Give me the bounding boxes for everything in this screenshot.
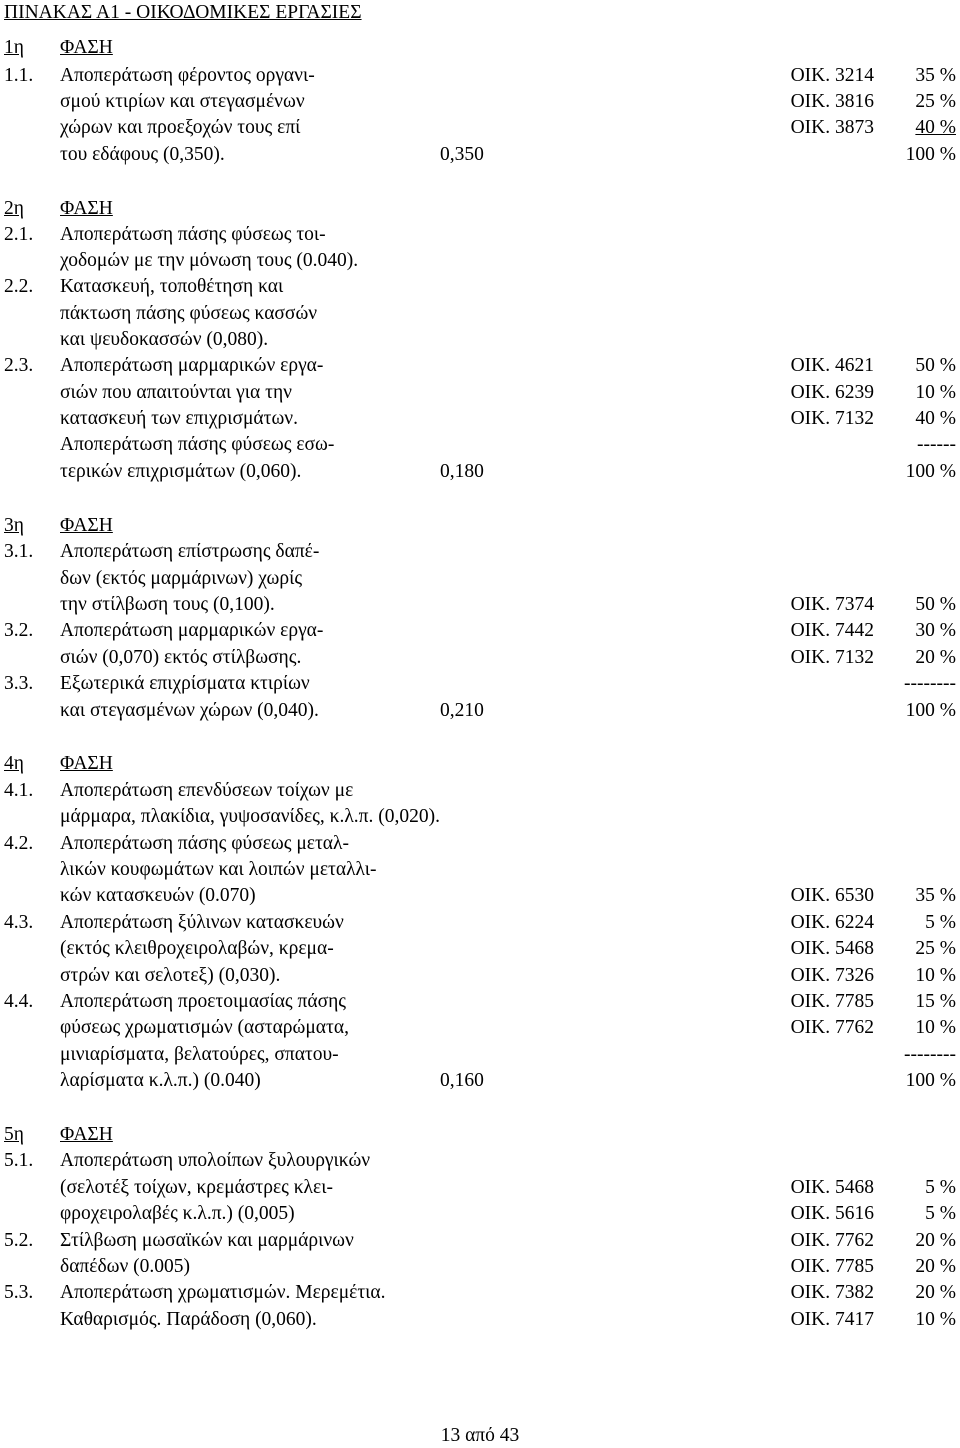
percentage: 10 %: [915, 1017, 956, 1038]
table-row: [0, 89, 960, 115]
item-number: 5η: [4, 1124, 24, 1145]
item-description: σμού κτιρίων και στεγασμένων: [60, 91, 305, 112]
table-row: [0, 645, 960, 671]
phase-total: 0,350: [440, 144, 484, 165]
item-description: στρών και σελοτεξ) (0,030).: [60, 965, 281, 986]
table-row: [0, 1042, 960, 1068]
item-number: 4.4.: [4, 991, 34, 1012]
item-number: 4.3.: [4, 912, 34, 933]
percentage: 10 %: [915, 382, 956, 403]
item-description: Αποπεράτωση πάσης φύσεως εσω-: [60, 434, 335, 455]
table-row: [0, 459, 960, 485]
item-description: την στίλβωση τους (0,100).: [60, 594, 275, 615]
table-row: [0, 327, 960, 353]
item-description: μάρμαρα, πλακίδια, γυψοσανίδες, κ.λ.π. (0,020).: [60, 806, 440, 827]
item-description: χοδομών με την μόνωση τους (0.040).: [60, 250, 359, 271]
oik-code: ΟΙΚ. 7442: [790, 620, 874, 641]
table-row: [0, 1015, 960, 1041]
phase-heading: [0, 35, 960, 61]
percentage: 10 %: [915, 1309, 956, 1330]
item-description: φύσεως χρωματισμών (ασταρώματα,: [60, 1017, 349, 1038]
percentage: 25 %: [915, 91, 956, 112]
item-description: μινιαρίσματα, βελατούρες, σπατου-: [60, 1044, 339, 1065]
item-description: Αποπεράτωση πάσης φύσεως τοι-: [60, 224, 326, 245]
item-description: Αποπεράτωση υπολοίπων ξυλουργικών: [60, 1150, 371, 1171]
item-number: 5.1.: [4, 1150, 34, 1171]
item-description: τερικών επιχρισμάτων (0,060).: [60, 461, 302, 482]
oik-code: ΟΙΚ. 5468: [790, 938, 874, 959]
page-title: ΠΙΝΑΚΑΣ Α1 - ΟΙΚΟΔΟΜΙΚΕΣ ΕΡΓΑΣΙΕΣ: [4, 2, 362, 23]
table-row: [0, 353, 960, 379]
oik-code: ΟΙΚ. 5468: [790, 1177, 874, 1198]
oik-code: ΟΙΚ. 7132: [790, 408, 874, 429]
phase-heading: [0, 1122, 960, 1148]
oik-code: ΟΙΚ. 6224: [790, 912, 874, 933]
oik-code: ΟΙΚ. 4621: [790, 355, 874, 376]
item-number: 3.3.: [4, 673, 34, 694]
oik-code: ΟΙΚ. 7382: [790, 1282, 874, 1303]
oik-code: ΟΙΚ. 7785: [790, 991, 874, 1012]
oik-code: ΟΙΚ. 3214: [790, 65, 874, 86]
item-description: και στεγασμένων χώρων (0,040).: [60, 700, 319, 721]
table-row: [0, 1280, 960, 1306]
item-description: (εκτός κλειθροχειρολαβών, κρεμα-: [60, 938, 334, 959]
item-description: Αποπεράτωση φέροντος οργανι-: [60, 65, 315, 86]
phase-total: 0,210: [440, 700, 484, 721]
percentage: 100 %: [905, 144, 956, 165]
percentage: 5 %: [925, 1203, 956, 1224]
table-row: [0, 248, 960, 274]
percentage: ------: [917, 434, 956, 455]
percentage: 20 %: [915, 1282, 956, 1303]
percentage: 100 %: [905, 461, 956, 482]
item-number: 4.1.: [4, 780, 34, 801]
table-row: [0, 566, 960, 592]
phase-heading: [0, 196, 960, 222]
percentage: 20 %: [915, 647, 956, 668]
percentage: 50 %: [915, 355, 956, 376]
item-number: 5.2.: [4, 1230, 34, 1251]
percentage: 15 %: [915, 991, 956, 1012]
oik-code: ΟΙΚ. 3873: [790, 117, 874, 138]
item-number: 4.2.: [4, 833, 34, 854]
item-description: σιών που απαιτούνται για την: [60, 382, 292, 403]
item-description: Αποπεράτωση επενδύσεων τοίχων με: [60, 780, 354, 801]
table-row: [0, 671, 960, 697]
percentage: 35 %: [915, 885, 956, 906]
table-row: [0, 857, 960, 883]
table-row: [0, 698, 960, 724]
item-number: 4η: [4, 753, 24, 774]
oik-code: ΟΙΚ. 6239: [790, 382, 874, 403]
percentage: 40 %: [915, 117, 956, 138]
table-row: [0, 539, 960, 565]
table-row: [0, 142, 960, 168]
phase-label: ΦΑΣΗ: [60, 1124, 113, 1145]
percentage: 5 %: [925, 912, 956, 933]
table-row: [0, 1068, 960, 1094]
phase-label: ΦΑΣΗ: [60, 753, 113, 774]
item-description: Αποπεράτωση προετοιμασίας πάσης: [60, 991, 346, 1012]
percentage: 30 %: [915, 620, 956, 641]
item-description: χώρων και προεξοχών τους επί: [60, 117, 301, 138]
item-description: Κατασκευή, τοποθέτηση και: [60, 276, 284, 297]
percentage: --------: [904, 673, 956, 694]
item-number: 2η: [4, 198, 24, 219]
phase-total: 0,180: [440, 461, 484, 482]
table-row: [0, 618, 960, 644]
table-row: [0, 831, 960, 857]
table-row: [0, 778, 960, 804]
item-description: Αποπεράτωση πάσης φύσεως μεταλ-: [60, 833, 349, 854]
oik-code: ΟΙΚ. 3816: [790, 91, 874, 112]
percentage: 10 %: [915, 965, 956, 986]
percentage: 40 %: [915, 408, 956, 429]
percentage: 25 %: [915, 938, 956, 959]
item-description: και ψευδοκασσών (0,080).: [60, 329, 269, 350]
table-row: [0, 1201, 960, 1227]
oik-code: ΟΙΚ. 5616: [790, 1203, 874, 1224]
phase-label: ΦΑΣΗ: [60, 37, 113, 58]
item-description: φροχειρολαβές κ.λ.π.) (0,005): [60, 1203, 295, 1224]
percentage: 35 %: [915, 65, 956, 86]
item-description: λαρίσματα κ.λ.π.) (0.040): [60, 1070, 261, 1091]
item-description: Αποπεράτωση επίστρωσης δαπέ-: [60, 541, 320, 562]
table-row: [0, 804, 960, 830]
item-number: 3η: [4, 515, 24, 536]
item-number: 1η: [4, 37, 24, 58]
phase-label: ΦΑΣΗ: [60, 515, 113, 536]
percentage: 100 %: [905, 1070, 956, 1091]
item-description: δων (εκτός μαρμάρινων) χωρίς: [60, 568, 303, 589]
oik-code: ΟΙΚ. 7326: [790, 965, 874, 986]
item-number: 2.3.: [4, 355, 34, 376]
table-row: [0, 1228, 960, 1254]
item-description: Αποπεράτωση μαρμαρικών εργα-: [60, 355, 324, 376]
item-description: Καθαρισμός. Παράδοση (0,060).: [60, 1309, 317, 1330]
item-description: Αποπεράτωση ξύλινων κατασκευών: [60, 912, 344, 933]
item-number: 2.2.: [4, 276, 34, 297]
oik-code: ΟΙΚ. 7374: [790, 594, 874, 615]
table-row: [0, 883, 960, 909]
table-row: [0, 1175, 960, 1201]
percentage: 50 %: [915, 594, 956, 615]
table-row: [0, 63, 960, 89]
item-description: λικών κουφωμάτων και λοιπών μεταλλι-: [60, 859, 377, 880]
oik-code: ΟΙΚ. 6530: [790, 885, 874, 906]
item-description: σιών (0,070) εκτός στίλβωσης.: [60, 647, 302, 668]
item-description: κατασκευή των επιχρισμάτων.: [60, 408, 298, 429]
item-number: 1.1.: [4, 65, 34, 86]
table-row: [0, 406, 960, 432]
item-number: 3.1.: [4, 541, 34, 562]
table-row: [0, 274, 960, 300]
page-number: 13 από 43: [440, 1425, 520, 1446]
item-description: πάκτωση πάσης φύσεως κασσών: [60, 303, 318, 324]
table-row: [0, 301, 960, 327]
table-row: [0, 989, 960, 1015]
percentage: 100 %: [905, 700, 956, 721]
item-description: Αποπεράτωση μαρμαρικών εργα-: [60, 620, 324, 641]
phase-heading: [0, 751, 960, 777]
table-row: [0, 115, 960, 141]
table-row: [0, 222, 960, 248]
item-description: (σελοτέξ τοίχων, κρεμάστρες κλει-: [60, 1177, 333, 1198]
item-number: 5.3.: [4, 1282, 34, 1303]
table-row: [0, 963, 960, 989]
percentage: 20 %: [915, 1230, 956, 1251]
item-description: κών κατασκευών (0.070): [60, 885, 256, 906]
item-description: Εξωτερικά επιχρίσματα κτιρίων: [60, 673, 310, 694]
table-row: [0, 1148, 960, 1174]
item-number: 3.2.: [4, 620, 34, 641]
table-row: [0, 380, 960, 406]
oik-code: ΟΙΚ. 7417: [790, 1309, 874, 1330]
phase-total: 0,160: [440, 1070, 484, 1091]
item-description: του εδάφους (0,350).: [60, 144, 225, 165]
percentage: --------: [904, 1044, 956, 1065]
item-description: Στίλβωση μωσαϊκών και μαρμάρινων: [60, 1230, 354, 1251]
item-number: 2.1.: [4, 224, 34, 245]
oik-code: ΟΙΚ. 7762: [790, 1017, 874, 1038]
table-row: [0, 1254, 960, 1280]
oik-code: ΟΙΚ. 7132: [790, 647, 874, 668]
item-description: δαπέδων (0.005): [60, 1256, 191, 1277]
phase-heading: [0, 513, 960, 539]
table-row: [0, 1307, 960, 1333]
percentage: 5 %: [925, 1177, 956, 1198]
table-row: [0, 910, 960, 936]
table-row: [0, 936, 960, 962]
oik-code: ΟΙΚ. 7762: [790, 1230, 874, 1251]
item-description: Αποπεράτωση χρωματισμών. Μερεμέτια.: [60, 1282, 386, 1303]
phase-label: ΦΑΣΗ: [60, 198, 113, 219]
oik-code: ΟΙΚ. 7785: [790, 1256, 874, 1277]
table-row: [0, 592, 960, 618]
table-row: [0, 432, 960, 458]
percentage: 20 %: [915, 1256, 956, 1277]
